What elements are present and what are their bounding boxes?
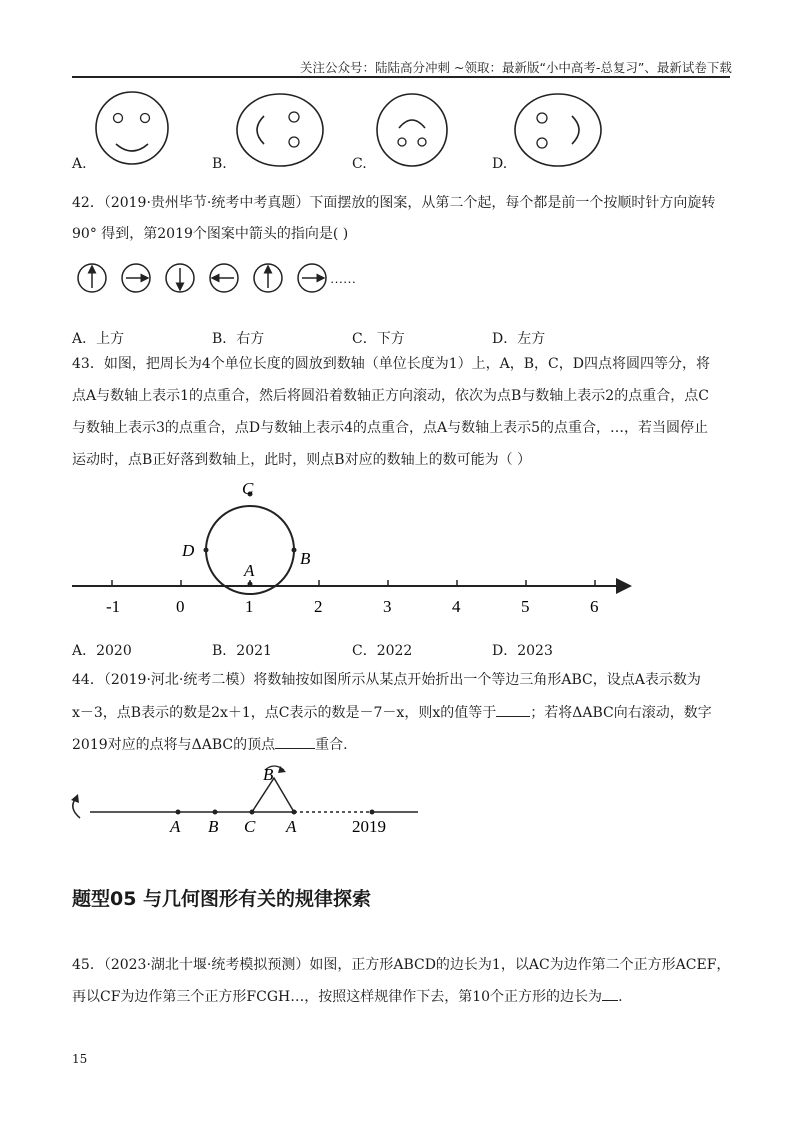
q45-text-line2-part1: 再以CF为边作第三个正方形FCGH…，按照这样规律作下去，第10个正方形的边长为 [72,989,603,1005]
q42-option-c: C．下方 [352,331,405,347]
tick-label: 3 [383,597,392,616]
label-b: B [300,549,311,568]
label-d: D [182,541,195,560]
q44-text-line2-part1: x－3，点B表示的数是2x＋1，点C表示的数是－7－x，则x的值等于 [72,705,497,721]
q44-folded-line-figure [60,756,430,842]
q42-arrow-circles [72,258,372,298]
q43-text-line3: 与数轴上表示3的点重合，点D与数轴上表示4的点重合，点A与数轴上表示5的点重合，…，若当圆停止 [72,420,709,436]
face-a [96,92,168,164]
tick-label: 2 [314,597,323,616]
q42-option-d: D．左方 [492,331,546,347]
tick-label: 6 [590,597,599,616]
page-number: 15 [72,1052,88,1066]
fig44-label-2019: 2019 [352,817,386,836]
page-header: 关注公众号：陆陆高分冲刺 ~领取：最新版“小中高考-总复习”、最新试卷下载 [300,60,732,75]
tick-label: 1 [245,597,254,616]
q44-text-line3 [72,734,732,755]
q44-text-line1: 44．（2019·河北·统考二模）将数轴按如图所示从某点开始折出一个等边三角形ABC，设点A表示数为 [72,672,701,688]
q45-text-line1: 45．（2023·湖北十堰·统考模拟预测）如图，正方形ABCD的边长为1，以AC为边作第二个正方形ACEF， [72,957,731,973]
face-c [377,94,447,166]
q43-option-d: D．2023 [492,643,553,659]
q42-text-line1: 42．（2019·贵州毕节·统考中考真题）下面摆放的图案，从第二个起，每个都是前一个按顺时针方向旋转 [72,195,716,211]
q43-option-a: A．2020 [72,643,132,659]
q41-option-a: A. [72,156,87,172]
q41-option-c: C. [352,156,367,172]
fig44-label-a: A [170,817,181,836]
fig44-label-c: C [244,817,256,836]
fig44-apex-label: B [263,765,274,784]
arrow-up-icon [254,264,282,292]
q41-option-d: D. [492,156,508,172]
point-d [204,548,209,553]
q45-text-line2-part2: . [618,989,623,1005]
q45-blank-answer[interactable] [602,986,618,1001]
q44-text-line2-part2: ；若将ΔABC向右滚动，数字 [530,705,712,721]
q43-text-line2: 点A与数轴上表示1的点重合，然后将圆沿着数轴正方向滚动，依次为点B与数轴上表示2的点重合，点C [72,388,709,404]
q41-option-b: B. [212,156,227,172]
q43-option-c: C．2022 [352,643,413,659]
label-c: C [242,479,254,498]
arrow-right-icon [298,264,326,292]
point-a [248,582,253,587]
q43-option-b: B．2021 [212,643,272,659]
face-b [237,94,323,166]
q42-option-a: A．上方 [72,331,125,347]
section-title: 题型05 与几何图形有关的规律探索 [72,888,372,910]
q44-text-line2 [72,702,732,723]
q43-text-line1: 43．如图，把周长为4个单位长度的圆放到数轴（单位长度为1）上，A，B，C，D四点将圆四等分，将 [72,356,710,372]
tick-label: 5 [521,597,530,616]
arrow-left-icon [210,264,238,292]
tick-label: 4 [452,597,461,616]
arrow-down-icon [166,264,194,292]
q42-ellipsis: …… [330,271,356,286]
arrow-up-icon [78,264,106,292]
arrow-right-icon [122,264,150,292]
q42-text-line2: 90° 得到，第2019个图案中箭头的指向是( ) [72,226,349,242]
q44-blank-vertex[interactable] [275,734,315,749]
q45-text-line2 [72,986,732,1007]
header-rule [72,76,730,78]
q44-text-line3-part2: 重合. [315,737,348,753]
fig44-label-b: B [208,817,219,836]
tick-label: -1 [106,597,121,616]
face-d [515,94,601,166]
point-b [292,548,297,553]
q44-blank-x[interactable] [496,702,530,717]
q44-text-line3-part1: 2019对应的点将与ΔABC的顶点 [72,737,276,753]
label-a: A [244,561,255,580]
q41-face-figures [72,88,692,170]
tick-label: 0 [176,597,185,616]
fig44-label-a2: A [286,817,297,836]
q43-text-line4: 运动时，点B正好落到数轴上，此时，则点B对应的数轴上的数可能为（ ） [72,452,532,468]
q43-number-line-figure [60,474,650,624]
q42-option-b: B．右方 [212,331,265,347]
